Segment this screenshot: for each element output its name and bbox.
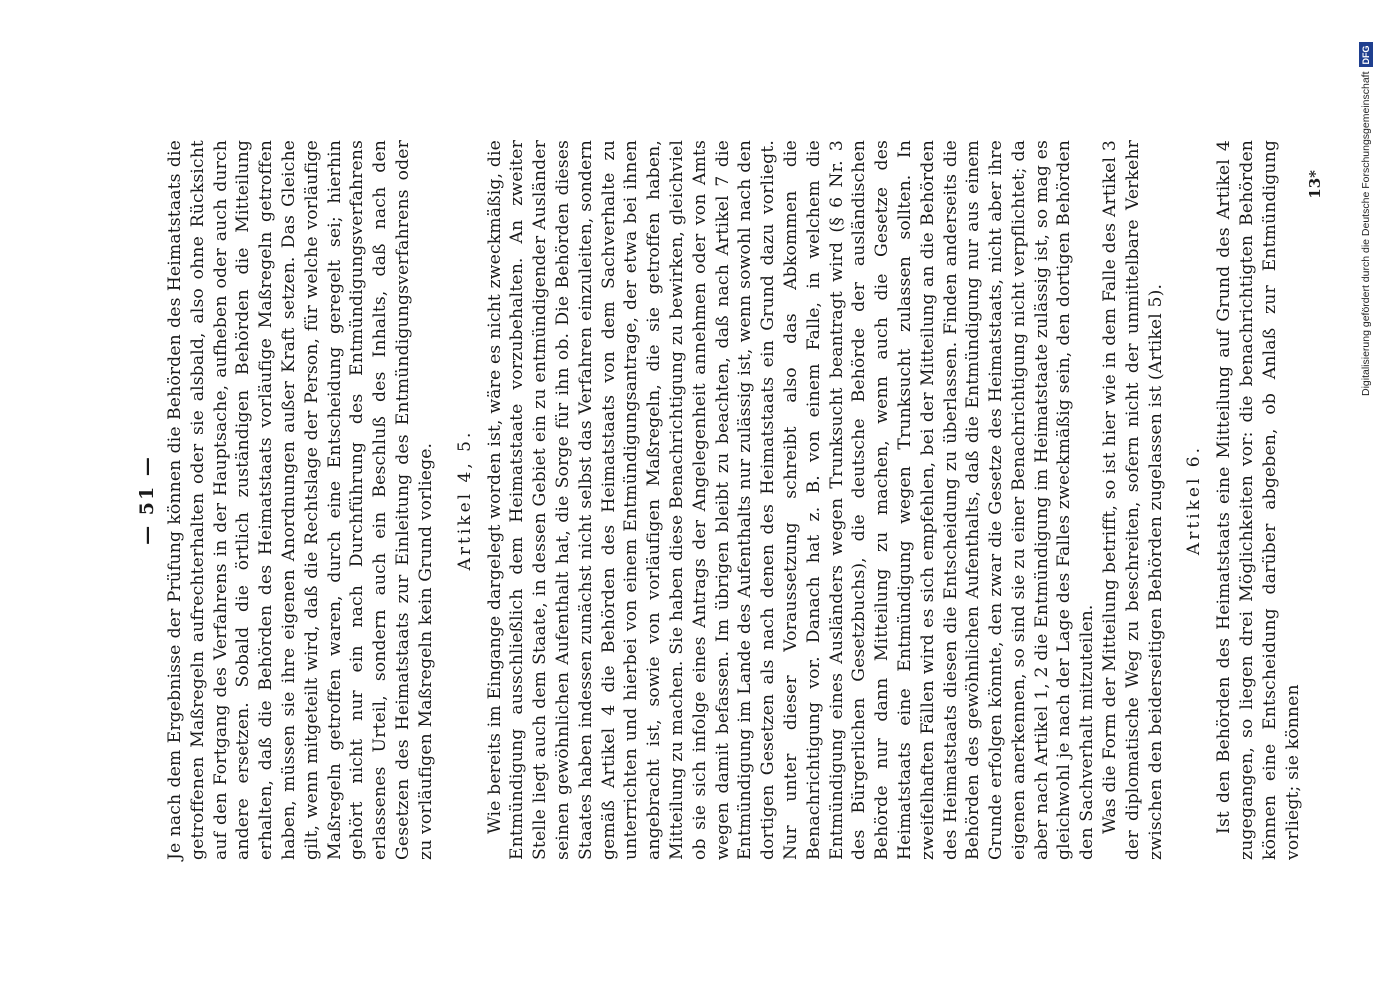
paragraph-3: Was die Form der Mitteilung betrifft, so ist hier wie in dem Falle des Artikel 3 der diplomatische Weg zu beschreiten, sofern nicht der unmittelbare Verkehr zwischen den beiderseitigen Behörden zugelassen ist (Artikel 5). <box>1100 140 1166 860</box>
digitization-note-text: Digitalisierung gefördert durch die Deutsche Forschungsgemeinschaft <box>1360 71 1372 396</box>
paragraph-2: Wie bereits im Eingange dargelegt worden ist, wäre es nicht zweckmäßig, die Entmündigung ausschließlich dem Heimatstaate vorzubehalten. An zweiter Stelle liegt auch dem Staate, in dessen Gebiet ein zu entmündigender Ausländer seinen gewöhnlichen Aufenthalt hat, die Sorge für ihn ob. Die Behörden dieses Staates haben indessen zunächst nicht selbst das Verfahren einzuleiten, sondern gemäß Artikel 4 die Behörden des Heimatstaats von dem Sachverhalte zu unterrichten und hierbei von einem Entmündigungsantrage, der etwa bei ihnen angebracht ist, sowie von vorläufigen Maßregeln, die sie getroffen haben, Mitteilung zu machen. Sie haben diese Benachrichtigung zu bewirken, gleichviel ob sie sich infolge eines Antrags der Angelegenheit annehmen oder von Amts wegen damit befassen. Im übrigen bleibt zu beachten, daß nach Artikel 7 die Entmündigung im Lande des Aufenthalts nur zulässig ist, wenn sowohl nach den dortigen Gesetzen als nach denen des Heimatstaats ein Grund dazu vorliegt. Nur unter dieser Voraussetzung schreibt also das Abkommen die Benachrichtigung vor. Danach hat z. B. von einem Falle, in welchem die Entmündigung eines Ausländers wegen Trunksucht beantragt wird (§ 6 Nr. 3 des Bürgerlichen Gesetzbuchs), die deutsche Behörde der ausländischen Behörde nur dann Mitteilung zu machen, wenn auch die Gesetze des Heimatstaats eine Entmündigung wegen Trunksucht zulassen sollten. In zweifelhaften Fällen wird es sich empfehlen, bei der Mitteilung an die Behörden des Heimatstaats diesen die Entscheidung zu überlassen. Finden anderseits die Behörden des gewöhnlichen Aufenthalts, daß die Entmündigung nur aus einem Grunde erfolgen könnte, den zwar die Gesetze des Heimatstaats, nicht aber ihre eigenen anerkennen, so sind sie zu einer Benachrichtigung nicht verpflichtet; da aber nach Artikel 1, 2 die Entmündigung im Heimatstaate zulässig ist, so mag es gleichwohl je nach der Lage des Falles zweckmäßig sein, den dortigen Behörden den Sachverhalt mitzuteilen. <box>484 140 1098 860</box>
dfg-logo: DFG <box>1359 42 1373 67</box>
page-number-header: — 51 — <box>136 455 158 545</box>
document-page <box>130 140 1324 860</box>
section-heading-artikel-4-5: Artikel 4, 5. <box>454 429 475 571</box>
paragraph-4: Ist den Behörden des Heimatstaats eine Mitteilung auf Grund des Artikel 4 zugegangen, so liegen drei Möglichkeiten vor: die benachrichtigten Behörden können eine Entscheidung darüber abgeben, ob Anlaß zur Entmündigung vorliegt; sie können <box>1214 140 1303 860</box>
signature-mark: 13* <box>1305 170 1324 199</box>
section-heading-artikel-6: Artikel 6. <box>1184 444 1205 556</box>
digitization-credit-strip <box>1355 6 1377 396</box>
digitization-credit <box>1355 6 1377 396</box>
paragraph-1: Je nach dem Ergebnisse der Prüfung können die Behörden des Heimatstaats die getroffenen Maßregeln aufrechterhalten oder sie alsbald, also ohne Rücksicht auf den Fortgang des Verfahrens in der Hauptsache, aufheben oder auch durch andere ersetzen. Sobald die örtlich zuständigen Behörden die Mitteilung erhalten, daß die Behörden des Heimatstaats vorläufige Maßregeln getroffen haben, müssen sie ihre eigenen Anordnungen außer Kraft setzen. Das Gleiche gilt, wenn mitgeteilt wird, daß die Rechtslage der Person, für welche vorläufige Maßregeln getroffen waren, durch eine Entscheidung geregelt sei; hierhin gehört nicht nur ein nach Durchführung des Entmündigungsverfahrens erlassenes Urteil, sondern auch ein Beschluß des Inhalts, daß nach den Gesetzen des Heimatstaats zur Einleitung des Entmündigungsverfahrens oder zu vorläufigen Maßregeln kein Grund vorliege. <box>165 140 436 860</box>
